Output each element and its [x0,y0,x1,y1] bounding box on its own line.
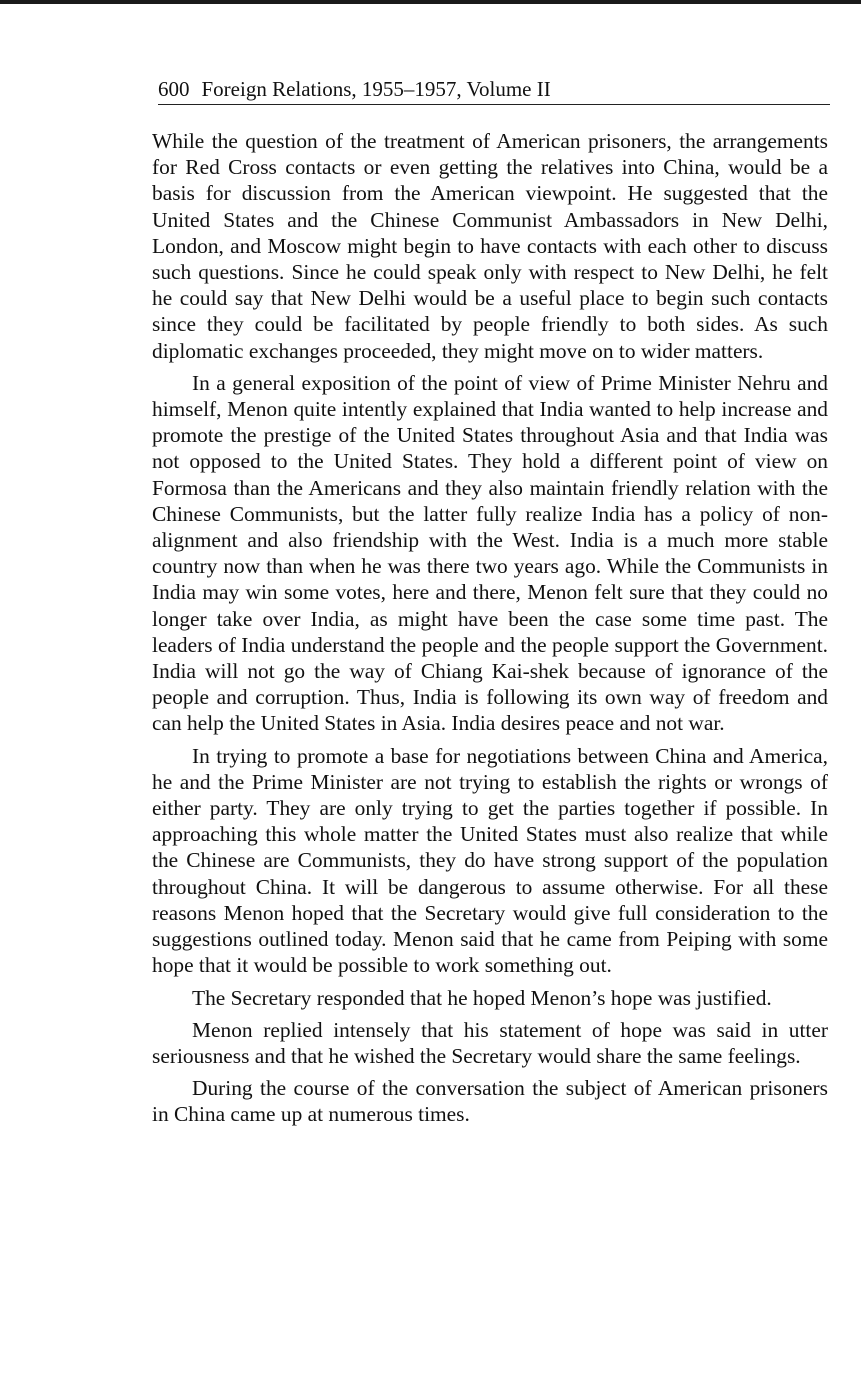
scan-top-edge [0,0,861,4]
paragraph-5: Menon replied intensely that his statement of hope was said in utter seriousness and that he wished the Secretary would share the same feelings. [152,1017,828,1068]
paragraph-4: The Secretary responded that he hoped Menon’s hope was justified. [192,985,772,1010]
paragraph-2: In a general exposition of the point of view of Prime Minister Nehru and himself, Menon quite intently explained that India wanted to help increase and promote the prestige of the United States throughout Asia and that India was not opposed to the United States. They hold a different point of view on Formosa than the Americans and they also maintain friendly relation with the Chinese Communists, but the latter fully realize India has a policy of nonalignment and also friendship with the West. India is a much more stable country now than when he was there two years ago. While the Communists in India may win some votes, here and there, Menon felt sure that they could no longer take over India, as might have been the case some time past. The leaders of India understand the people and the people support the Government. India will not go the way of Chiang Kai-shek because of ignorance of the people and corruption. Thus, India is following its own way of freedom and can help the United States in Asia. India desires peace and not war. [152,370,828,736]
paragraph-3: In trying to promote a base for negotiations between China and America, he and the Prime Minister are not trying to establish the rights or wrongs of either party. They are only trying to get the parties together if possible. In approaching this whole matter the United States must also realize that while the Chinese are Communists, they do have strong support of the population throughout China. It will be dangerous to assume otherwise. For all these reasons Menon hoped that the Secretary would give full consideration to the suggestions outlined today. Menon said that he came from Peiping with some hope that it would be possible to work something out. [152,743,828,978]
paragraph-6: During the course of the conversation the subject of American prisoners in China came up at numerous times. [152,1076,828,1127]
paragraph-1: While the question of the treatment of American prisoners, the arrangements for Red Cross contacts or even getting the relatives into China, would be a basis for discussion from the American viewpoint. He suggested that the United States and the Chinese Communist Ambassadors in New Delhi, London, and Moscow might begin to have contacts with each other to discuss such questions. Since he could speak only with respect to New Delhi, he felt he could say that New Delhi would be a useful place to begin such contacts since they could be facilitated by people friendly to both sides. As such diplomatic exchanges proceeded, they might move on to wider matters. [152,129,828,363]
running-title: Foreign Relations, 1955–1957, Volume II [201,77,551,101]
page-body [152,128,828,1134]
running-header [158,74,830,105]
page-number: 600 [158,77,190,101]
